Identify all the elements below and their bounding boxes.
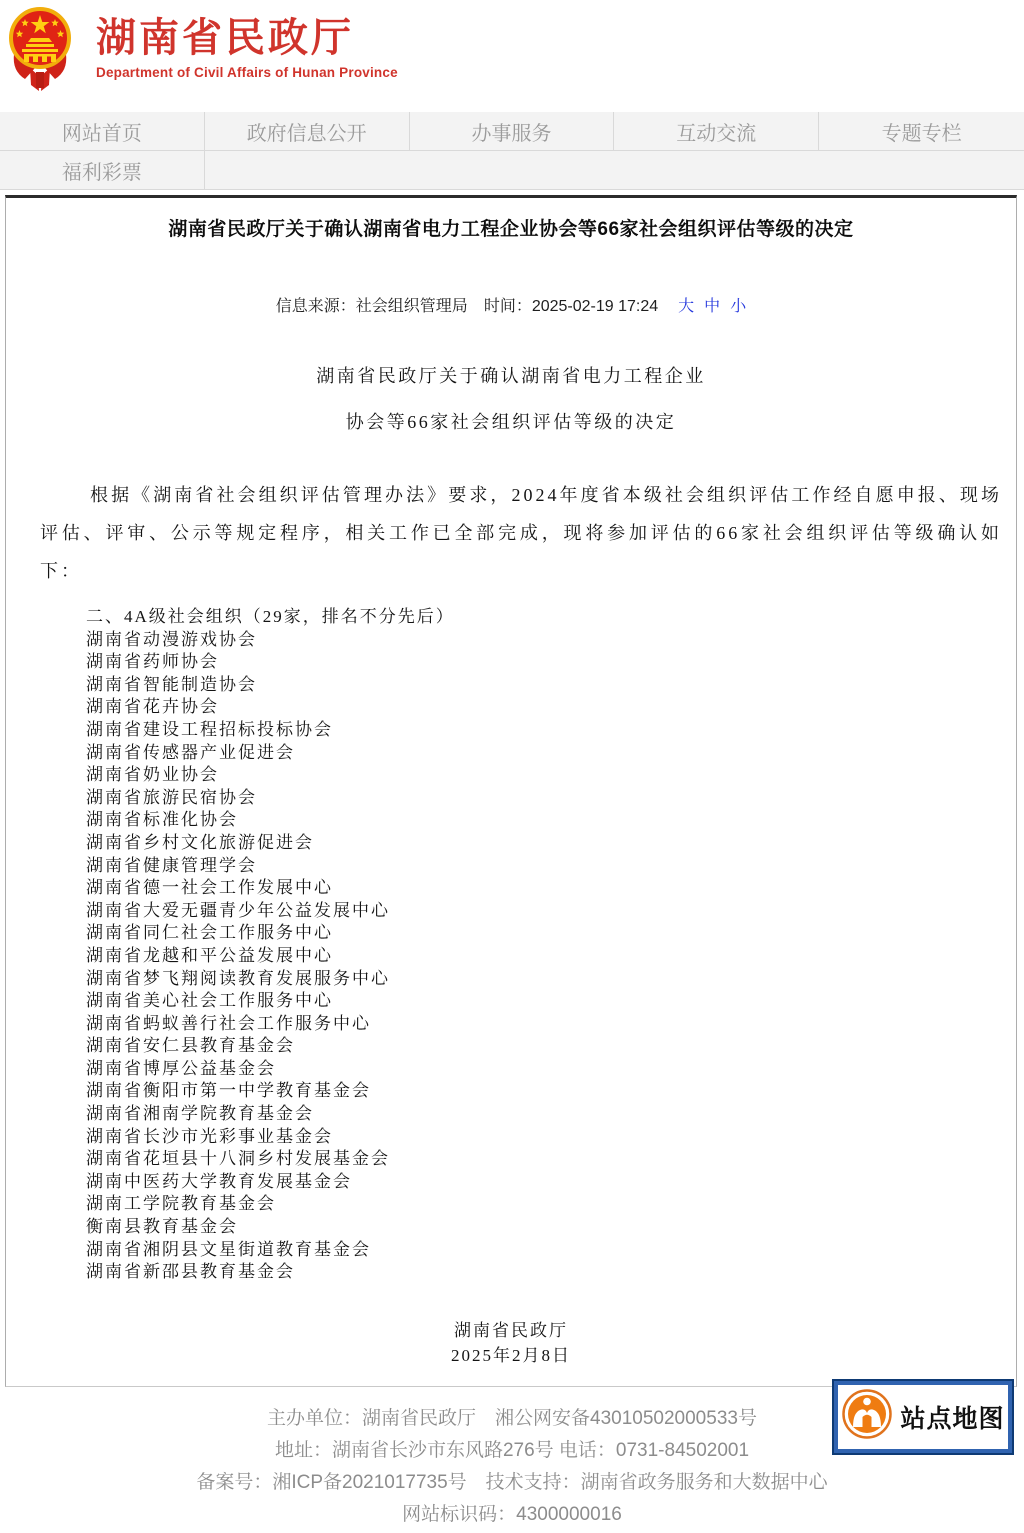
- signature-block: [6, 1318, 1016, 1368]
- organization-list-item: 湖南省药师协会: [86, 652, 219, 672]
- organization-list-item: 湖南省同仁社会工作服务中心: [86, 923, 333, 943]
- signature-date: 2025年2月8日: [451, 1345, 571, 1365]
- organization-list-item: 湖南省湘阴县文星街道教育基金会: [86, 1239, 371, 1259]
- organization-list-item: 湖南省花垣县十八洞乡村发展基金会: [86, 1149, 390, 1169]
- organization-list-item: 湖南省大爱无疆青少年公益发展中心: [86, 900, 390, 920]
- article-meta: [6, 293, 1016, 316]
- nav-item[interactable]: 网站首页: [0, 112, 205, 150]
- organization-list-item: 湖南中医药大学教育发展基金会: [86, 1171, 352, 1191]
- organization-list: [86, 629, 996, 1284]
- site-title: 湖南省民政厅: [96, 16, 354, 60]
- font-size-controls: [668, 293, 746, 316]
- organization-list-item: 湖南省乡村文化旅游促进会: [86, 832, 314, 852]
- meta-time-label: 时间：: [483, 298, 532, 315]
- organization-list-block: [86, 606, 996, 1284]
- site-header: [0, 0, 1024, 112]
- organization-list-item: 湖南省健康管理学会: [86, 855, 257, 875]
- main-nav: [0, 112, 1024, 190]
- organization-list-item: 湖南省奶业协会: [86, 765, 219, 785]
- document-title-line-2: 协会等66家社会组织评估等级的决定: [345, 412, 677, 432]
- site-footer: [0, 1387, 1024, 1533]
- font-size-large-button[interactable]: 大: [678, 298, 695, 315]
- article-container: [5, 195, 1017, 1387]
- organization-list-item: 湖南省新邵县教育基金会: [86, 1262, 295, 1282]
- national-emblem-icon: [8, 4, 72, 97]
- nav-item[interactable]: 专题专栏: [881, 122, 962, 145]
- document-title-line-1: 湖南省民政厅关于确认湖南省电力工程企业: [316, 366, 706, 386]
- font-size-small-button[interactable]: 小: [730, 298, 747, 315]
- organization-list-item: 湖南省湘南学院教育基金会: [86, 1104, 314, 1124]
- signature-org: 湖南省民政厅: [454, 1320, 568, 1340]
- site-subtitle: Department of Civil Affairs of Hunan Province: [96, 65, 398, 80]
- section-heading: 二、4A级社会组织（29家，排名不分先后）: [86, 607, 455, 626]
- organization-list-item: 湖南省德一社会工作发展中心: [86, 878, 333, 898]
- civil-affairs-emblem-icon: [841, 1388, 893, 1446]
- organization-list-item: 湖南省动漫游戏协会: [86, 629, 257, 649]
- organization-list-item: 湖南省美心社会工作服务中心: [86, 991, 333, 1011]
- sitemap-button-label: 站点地图: [900, 1404, 1005, 1433]
- organization-list-item: 湖南省安仁县教育基金会: [86, 1036, 295, 1056]
- organization-list-item: 湖南省博厚公益基金会: [86, 1058, 276, 1078]
- nav-item[interactable]: 互动交流: [614, 112, 819, 150]
- nav-item[interactable]: 政府信息公开: [205, 112, 410, 150]
- document-paragraph: 根据《湖南省社会组织评估管理办法》要求，2024年度省本级社会组织评估工作经自愿申报、现场评估、评审、公示等规定程序，相关工作已全部完成，现将参加评估的66家社会组织评估等级确认如下：: [40, 485, 1002, 581]
- nav-item[interactable]: 办事服务: [410, 112, 615, 150]
- organization-list-item: 湖南省旅游民宿协会: [86, 787, 257, 807]
- organization-list-item: 衡南县教育基金会: [86, 1217, 238, 1237]
- organization-list-item: 湖南省长沙市光彩事业基金会: [86, 1126, 333, 1146]
- nav-row-2: [0, 151, 1024, 190]
- meta-source-label: 信息来源：: [275, 298, 356, 315]
- sitemap-button[interactable]: [834, 1381, 1012, 1453]
- document-body: [6, 364, 1016, 1368]
- organization-list-item: 湖南省传感器产业促进会: [86, 742, 295, 762]
- footer-site-code-line: 网站标识码：4300000016: [402, 1503, 622, 1525]
- organization-list-item: 湖南省建设工程招标投标协会: [86, 719, 333, 739]
- organization-list-item: 湖南省梦飞翔阅读教育发展服务中心: [86, 968, 390, 988]
- organization-list-item: 湖南省智能制造协会: [86, 674, 257, 694]
- meta-time-value: 2025-02-19 17:24: [531, 298, 659, 315]
- footer-icp-line: 备案号：湘ICP备2021017735号 技术支持：湖南省政务服务和大数据中心: [196, 1471, 828, 1493]
- footer-address-line: 地址：湖南省长沙市东风路276号 电话：0731-84502001: [274, 1439, 750, 1461]
- nav-row-1: [0, 112, 1024, 151]
- organization-list-item: 湖南省蚂蚁善行社会工作服务中心: [86, 1013, 371, 1033]
- footer-sponsor-line: 主办单位：湖南省民政厅 湘公网安备43010502000533号: [267, 1407, 757, 1429]
- organization-list-item: 湖南工学院教育基金会: [86, 1194, 276, 1214]
- font-size-medium-button[interactable]: 中: [704, 298, 721, 315]
- nav-item[interactable]: 福利彩票: [0, 151, 205, 189]
- article-title: 湖南省民政厅关于确认湖南省电力工程企业协会等66家社会组织评估等级的决定: [168, 219, 854, 240]
- organization-list-item: 湖南省花卉协会: [86, 697, 219, 717]
- meta-source-value: 社会组织管理局: [355, 298, 468, 315]
- organization-list-item: 湖南省龙越和平公益发展中心: [86, 945, 333, 965]
- organization-list-item: 湖南省标准化协会: [86, 810, 238, 830]
- organization-list-item: 湖南省衡阳市第一中学教育基金会: [86, 1081, 371, 1101]
